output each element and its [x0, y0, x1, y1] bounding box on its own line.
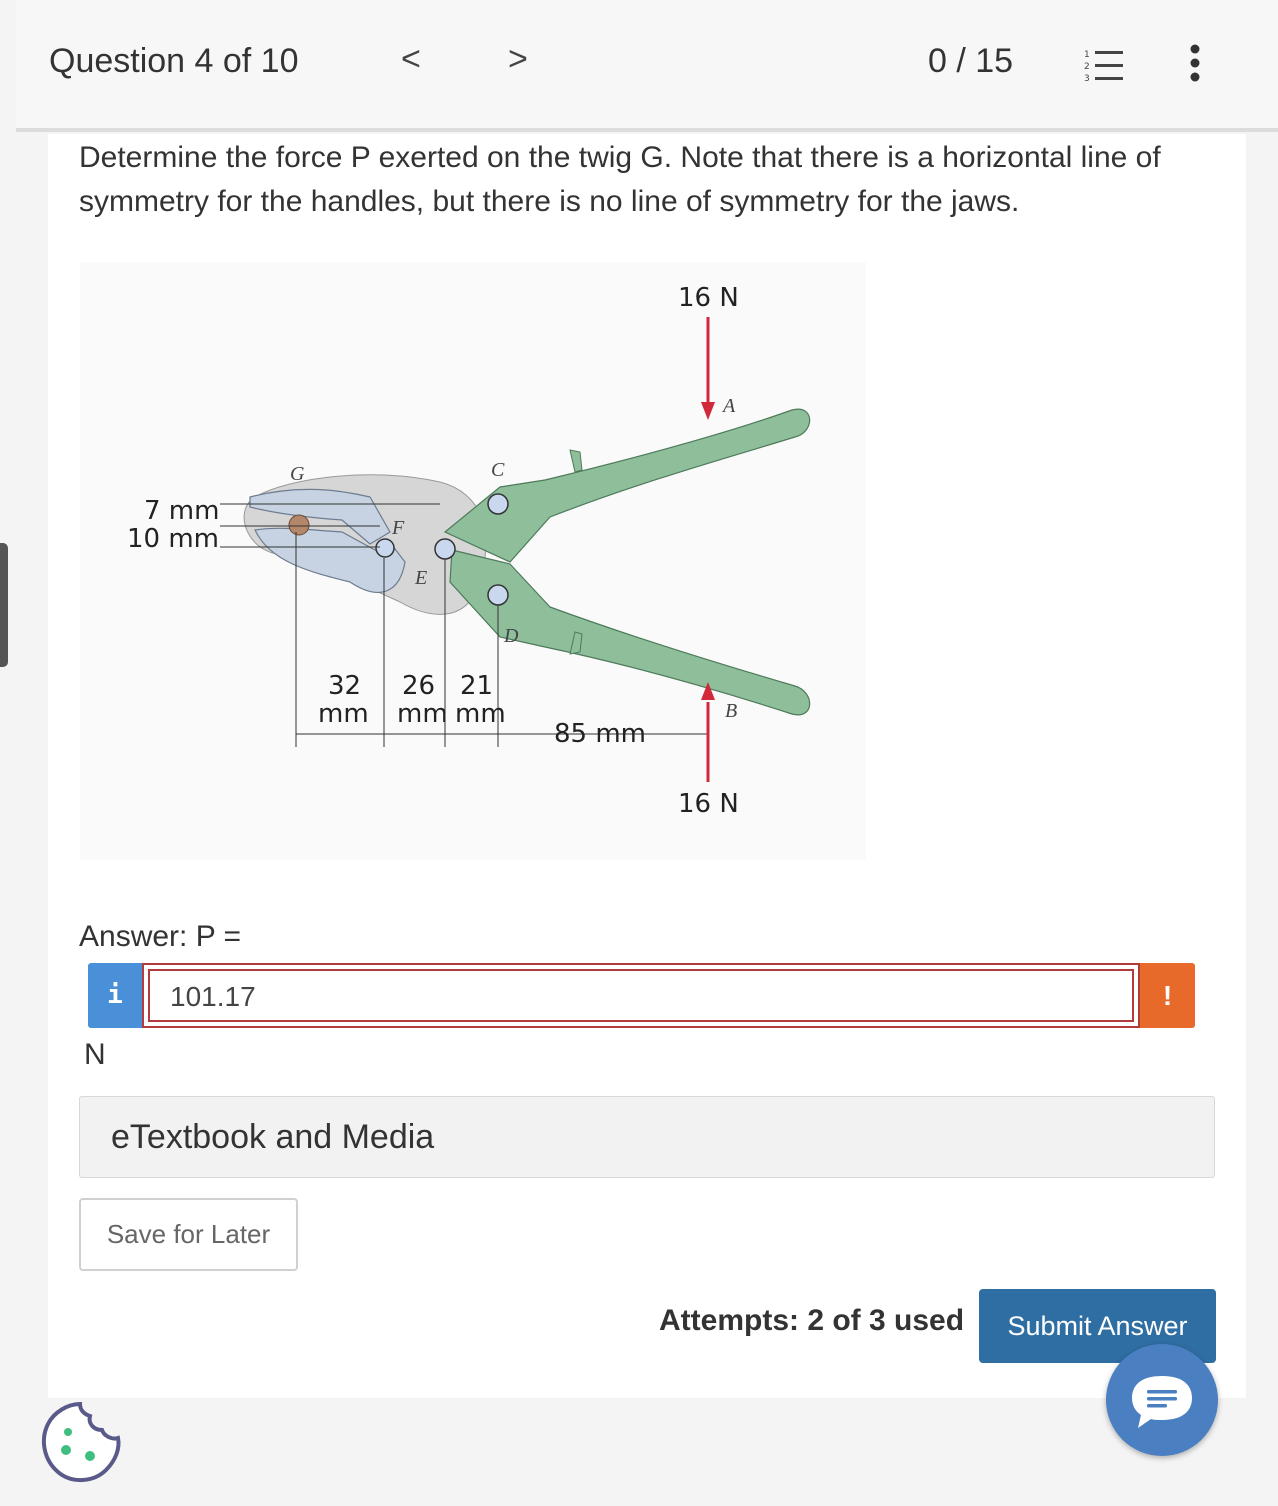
scrollbar-thumb[interactable]: [0, 543, 8, 667]
dim-10mm: 10 mm: [127, 524, 220, 554]
chat-bubble-icon: [1106, 1344, 1218, 1456]
label-d: D: [504, 625, 519, 647]
label-f: F: [392, 517, 405, 539]
cookie-settings-icon[interactable]: [38, 1400, 122, 1484]
label-c: C: [491, 459, 505, 481]
next-question-button[interactable]: >: [508, 40, 528, 78]
question-text: Determine the force P exerted on the twig G. Note that there is a horizontal line of symmetry for the handles, but there is no line of symmetry for the jaws.: [79, 141, 1161, 218]
dim-21: 21: [460, 671, 494, 701]
force-bottom-label: 16 N: [678, 789, 739, 819]
chat-button[interactable]: [1106, 1344, 1218, 1456]
dim-32: 32: [328, 671, 362, 701]
etextbook-and-media-panel[interactable]: eTextbook and Media: [79, 1096, 1215, 1178]
dim-26: 26: [402, 671, 436, 701]
save-for-later-button[interactable]: Save for Later: [79, 1198, 298, 1271]
score: 0 / 15: [928, 42, 1014, 80]
info-button[interactable]: i: [88, 963, 142, 1028]
dim-85mm: 85 mm: [554, 719, 647, 749]
label-e: E: [415, 567, 428, 589]
pin-f: [376, 539, 394, 557]
pin-c: [488, 494, 508, 514]
pin-e: [435, 539, 455, 559]
more-options-icon[interactable]: [1188, 44, 1202, 84]
dim-7mm: 7 mm: [144, 496, 220, 526]
answer-input[interactable]: 101.17: [148, 969, 1134, 1022]
dim-mm-1: mm: [318, 699, 369, 729]
dim-mm-3: mm: [455, 699, 506, 729]
answer-input-frame[interactable]: [142, 963, 1140, 1028]
question-header: [16, 0, 1278, 132]
previous-question-button[interactable]: <: [401, 40, 421, 78]
submit-answer-button[interactable]: Submit Answer: [979, 1289, 1216, 1363]
force-top-label: 16 N: [678, 283, 739, 313]
twig-g: [289, 515, 309, 535]
svg-text:3: 3: [1084, 74, 1090, 84]
left-edge: [0, 0, 16, 1506]
question-title: Question 4 of 10: [49, 42, 299, 80]
svg-text:2: 2: [1084, 62, 1090, 72]
dim-mm-2: mm: [397, 699, 448, 729]
pin-d: [488, 585, 508, 605]
label-b: B: [725, 700, 738, 722]
answer-label: Answer: P =: [79, 920, 242, 953]
label-a: A: [723, 395, 736, 417]
svg-text:1: 1: [1084, 50, 1090, 60]
question-content: [48, 134, 1246, 1398]
label-g: G: [290, 463, 305, 485]
incorrect-warning-icon[interactable]: !: [1140, 963, 1195, 1028]
question-list-icon[interactable]: [1082, 48, 1126, 84]
answer-unit: N: [84, 1038, 106, 1071]
pliers-figure: [80, 262, 866, 860]
attempts-counter: Attempts: 2 of 3 used: [659, 1304, 965, 1337]
